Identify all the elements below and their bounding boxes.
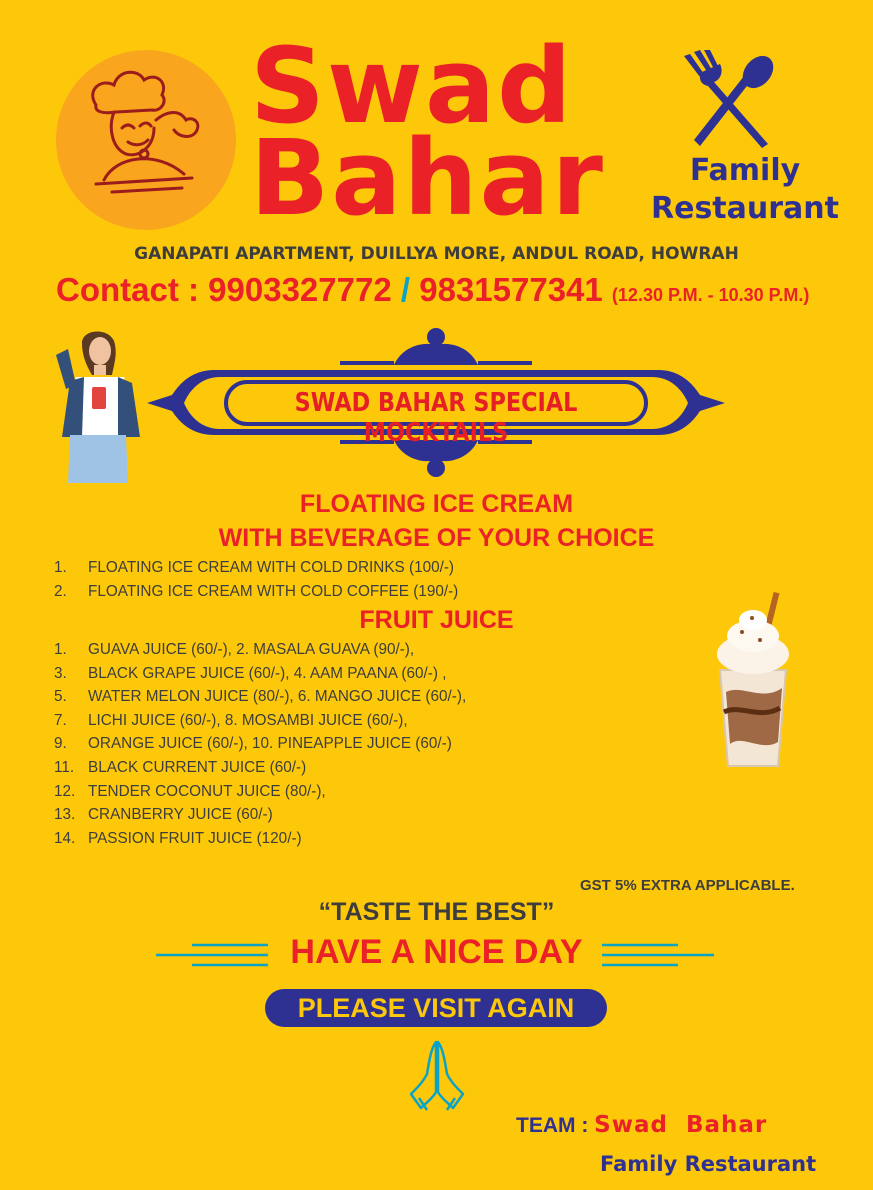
floating-title-line-2: WITH BEVERAGE OF YOUR CHOICE <box>218 524 655 552</box>
item-number: 2. <box>54 582 67 600</box>
fork-spoon-icon <box>680 50 780 150</box>
team-family-restaurant: Family Restaurant <box>600 1152 817 1176</box>
family-line-1: Family <box>689 153 801 188</box>
item-text: FLOATING ICE CREAM WITH COLD COFFEE (190/-) <box>88 582 459 600</box>
item-text: ORANGE JUICE (60/-), 10. PINEAPPLE JUICE (60/-) <box>88 735 452 753</box>
team-brand: Swad Bahar <box>594 1112 768 1138</box>
tagline: “TASTE THE BEST” <box>318 898 555 926</box>
item-text: PASSION FRUIT JUICE (120/-) <box>88 829 302 847</box>
item-number: 3. <box>54 664 67 682</box>
list-item <box>54 638 466 662</box>
phone-2: 9831577341 <box>419 271 603 308</box>
item-number: 7. <box>54 711 67 729</box>
list-item <box>54 556 458 580</box>
floating-list <box>54 556 458 603</box>
item-number: 12. <box>54 782 76 800</box>
family-line-2: Restaurant <box>651 191 839 226</box>
phone-1: 9903327772 <box>208 271 392 308</box>
list-item <box>54 732 466 756</box>
item-number: 5. <box>54 688 67 706</box>
item-number: 14. <box>54 829 76 847</box>
fruit-juice-title: FRUIT JUICE <box>359 606 514 634</box>
logo-circle <box>56 50 236 230</box>
list-item <box>54 780 466 804</box>
floating-title-line-1: FLOATING ICE CREAM <box>299 490 574 518</box>
list-item <box>54 756 466 780</box>
brand-line-2: Bahar <box>250 117 605 239</box>
list-item <box>54 803 466 827</box>
team-signature <box>516 1112 767 1138</box>
item-number: 11. <box>54 758 75 776</box>
family-restaurant-label <box>650 152 840 228</box>
address: GANAPATI APARTMENT, DUILLYA MORE, ANDUL ROAD, HOWRAH <box>134 244 739 264</box>
team-label: TEAM : <box>516 1114 589 1137</box>
brand-line-1: Swad <box>250 25 574 147</box>
girl-drinking-image <box>52 325 144 485</box>
list-item <box>54 662 466 686</box>
item-number: 1. <box>54 641 67 658</box>
visit-again-badge: PLEASE VISIT AGAIN <box>265 989 607 1027</box>
brand-name <box>250 25 605 239</box>
phone-separator: / <box>400 271 411 308</box>
have-a-nice-day: HAVE A NICE DAY <box>290 933 583 971</box>
list-item <box>54 827 466 851</box>
item-number: 1. <box>54 559 67 576</box>
item-text: CRANBERRY JUICE (60/-) <box>88 806 273 824</box>
contact-line <box>56 271 809 309</box>
item-text: BLACK CURRENT JUICE (60/-) <box>88 758 307 776</box>
milkshake-image <box>712 592 794 772</box>
juice-list <box>54 638 466 850</box>
banner-title: SWAD BAHAR SPECIAL MOCKTAILS <box>294 388 578 448</box>
chef-logo-icon <box>56 50 236 230</box>
opening-hours: (12.30 P.M. - 10.30 P.M.) <box>611 285 810 305</box>
item-number: 9. <box>54 735 67 753</box>
list-item <box>54 685 466 709</box>
contact-label: Contact : <box>56 271 199 308</box>
item-text: WATER MELON JUICE (80/-), 6. MANGO JUICE (60/-), <box>88 688 467 706</box>
item-text: BLACK GRAPE JUICE (60/-), 4. AAM PAANA (60/-) , <box>88 664 447 682</box>
namaste-hands-icon <box>405 1038 469 1114</box>
list-item <box>54 580 458 604</box>
item-text: GUAVA JUICE (60/-), 2. MASALA GUAVA (90/-), <box>88 641 415 658</box>
item-number: 13. <box>54 806 76 824</box>
gst-note: GST 5% EXTRA APPLICABLE. <box>580 877 795 894</box>
item-text: FLOATING ICE CREAM WITH COLD DRINKS (100/-) <box>88 559 455 576</box>
item-text: TENDER COCONUT JUICE (80/-), <box>88 782 326 800</box>
item-text: LICHI JUICE (60/-), 8. MOSAMBI JUICE (60/-), <box>88 711 408 729</box>
list-item <box>54 709 466 733</box>
